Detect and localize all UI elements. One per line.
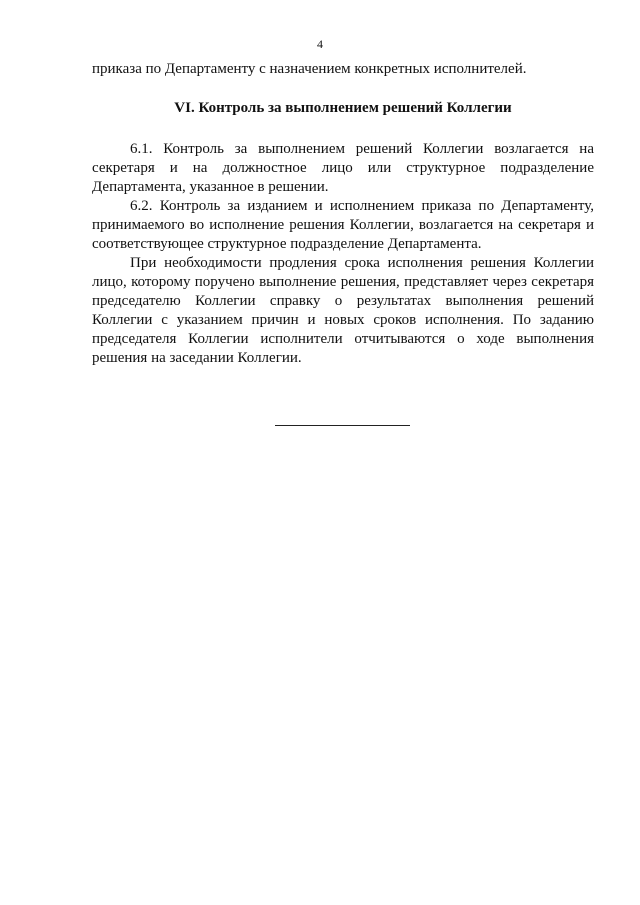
section-heading: VI. Контроль за выполнением решений Коллегии	[174, 100, 512, 116]
document-body	[92, 60, 594, 368]
continuation-paragraph: приказа по Департаменту с назначением конкретных исполнителей.	[92, 61, 527, 77]
paragraph-6-2: 6.2. Контроль за изданием и исполнением приказа по Департаменту, принимаемого во исполнение решения Коллегии, возлагается на секретаря и соответствующее структурное подразделение Департамента.	[92, 198, 594, 252]
end-divider	[275, 425, 410, 426]
paragraph-6-1: 6.1. Контроль за выполнением решений Коллегии возлагается на секретаря и на должностное лицо или структурное подразделение Департамента, указанное в решении.	[92, 141, 594, 195]
page-number: 4	[317, 37, 323, 51]
paragraph-extension: При необходимости продления срока исполнения решения Коллегии лицо, которому поручено выполнение решения, представляет через секретаря председателю Коллегии справку о результатах выполнения решений Коллегии с указанием причин и новых сроков исполнения. По заданию председателя Коллегии исполнители отчитываются о ходе выполнения решения на заседании Коллегии.	[92, 255, 594, 366]
